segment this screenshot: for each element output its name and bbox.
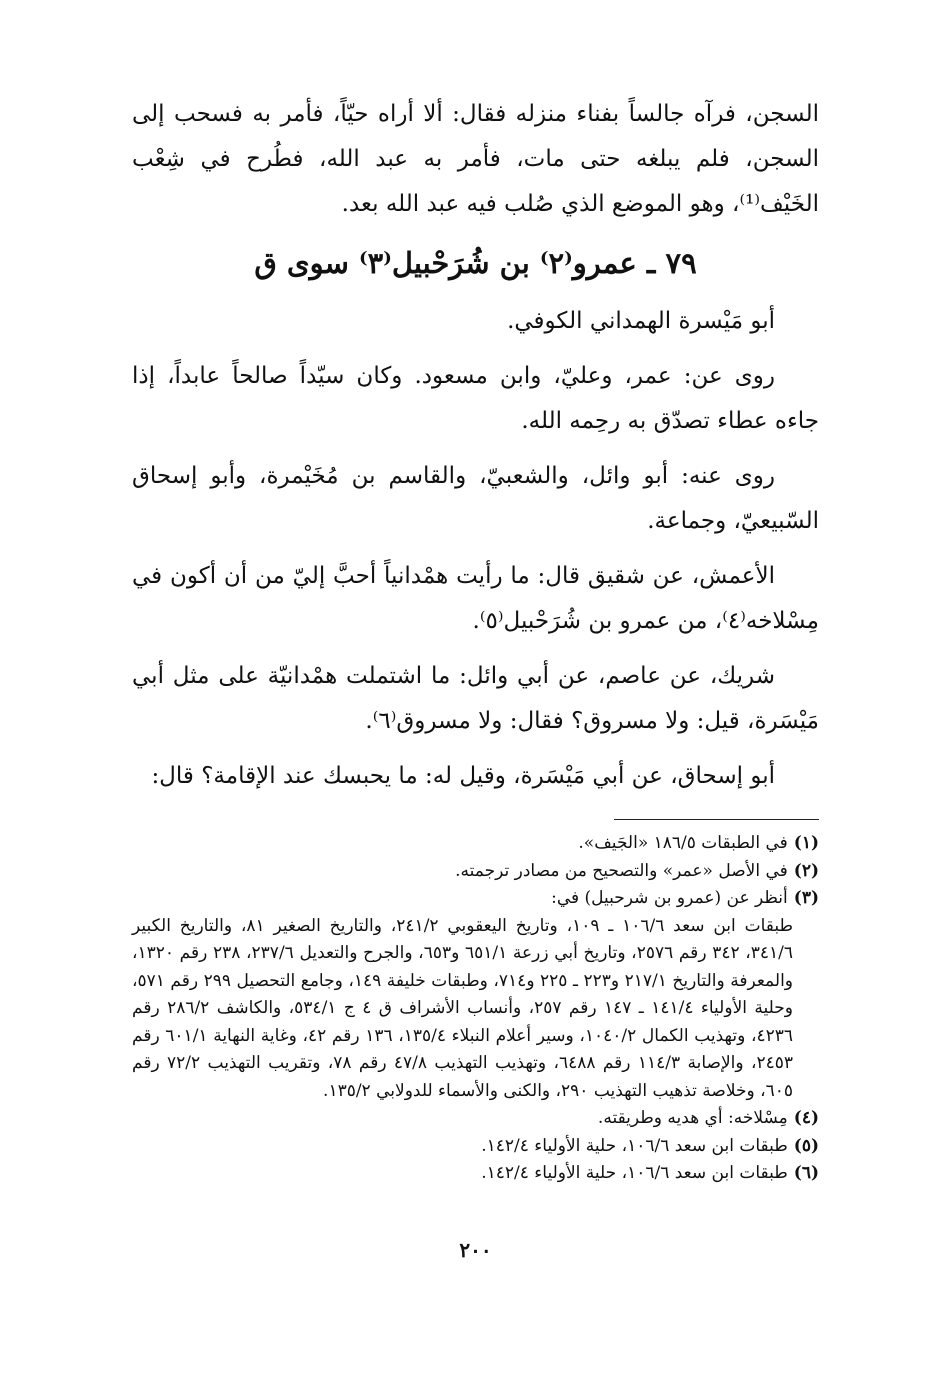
footnote	[132, 885, 819, 913]
footnote	[132, 1160, 819, 1188]
paragraph: روى عن: عمر، وعليّ، وابن مسعود. وكان سيّداً صالحاً عابداً، إذا جاءه عطاء تصدّق به رحِمه الله.	[132, 363, 819, 434]
footnote-separator-wrap	[132, 819, 819, 820]
paragraph: أبو مَيْسرة الهمداني الكوفي.	[507, 308, 775, 334]
footnote-text: في الأصل «عمر» والتصحيح من مصادر ترجمته.	[455, 860, 788, 881]
footnote-number: (١)	[793, 833, 819, 853]
footnote-text: طبقات ابن سعد ١٠٦/٦، حلية الأولياء ١٤٢/٤.	[481, 1135, 788, 1156]
footnote-number: (٢)	[793, 860, 819, 881]
footnote-sources	[132, 913, 819, 1106]
footnote-number: (٥)	[793, 1135, 819, 1156]
footnote-number: (٣)	[793, 888, 819, 908]
paragraph: شريك، عن عاصم، عن أبي وائل: ما اشتملت همْدانيّة على مثل أبي مَيْسَرة، قيل: ولا مسروق؟ فقال: ولا مسروق⁽٦⁾.	[132, 663, 819, 734]
footnote-number: (٤)	[793, 1108, 819, 1128]
entry-heading: ٧٩ ـ عمرو⁽٢⁾ بن شُرَحْبيل⁽٣⁾ سوى ق	[254, 246, 697, 280]
main-text	[132, 92, 819, 799]
footnote	[132, 1105, 819, 1133]
paragraph-continued: السجن، فرآه جالساً بفناء منزله فقال: ألا أراه حيّاً، فأمر به فسحب إلى السجن، فلم يبلغه حتى مات، فأمر به عبد الله، فطُرح في شِعْب الخَيْف⁽¹⁾، وهو الموضع الذي صُلب فيه عبد الله بعد.	[132, 101, 819, 217]
footnote	[132, 1133, 819, 1161]
footnote	[132, 830, 819, 858]
footnotes	[132, 830, 819, 1188]
paragraph: الأعمش، عن شقيق قال: ما رأيت همْدانياً أحبَّ إليّ من أن أكون في مِسْلاخه⁽٤⁾، من عمرو بن شُرَحْبيل⁽٥⁾.	[132, 563, 819, 634]
footnote	[132, 858, 819, 886]
footnote-text: مِسْلاخه: أي هديه وطريقته.	[597, 1108, 788, 1128]
paragraph: روى عنه: أبو وائل، والشعبيّ، والقاسم بن مُخَيْمرة، وأبو إسحاق السّبيعيّ، وجماعة.	[132, 463, 819, 534]
footnote-text: طبقات ابن سعد ١٠٦/٦، حلية الأولياء ١٤٢/٤.	[481, 1163, 788, 1183]
page-number: ٢٠٠	[459, 1238, 492, 1262]
footnote-text: طبقات ابن سعد ١٠٦/٦ ـ ١٠٩، وتاريخ اليعقوبي ٢٤١/٢، والتاريخ الصغير ٨١، والتاريخ الكبير ٣٤١/٦، ٣٤٢ رقم ٢٥٧٦، وتاريخ أبي زرعة ٦٥١/١ و٦٥٣، والجرح والتعديل ٢٣٧/٦، ٢٣٨ رقم ١٣٢٠، والمعرفة والتاريخ ٢١٧/١ و٢٢٣ ـ ٢٢٥ و٧١٤، وطبقات خليفة ١٤٩، وجامع التحصيل ٢٩٩ رقم ٥٧١، وحلية الأولياء ١٤١/٤ ـ ١٤٧ رقم ٢٥٧، وأنساب الأشراف ق ٤ ج ٥٣٤/١، والكاشف ٢٨٦/٢ رقم ٤٢٣٦، وتهذيب الكمال ١٠٤٠/٢، وسير أعلام النبلاء ١٣٥/٤، ١٣٦ رقم ٤٢، وغاية النهاية ٦٠١/١ رقم ٢٤٥٣، والإصابة ١١٤/٣ رقم ٦٤٨٨، وتهذيب التهذيب ٤٧/٨ رقم ٧٨، وتقريب التهذيب ٧٢/٢ رقم ٦٠٥، وخلاصة تذهيب التهذيب ٢٩٠، والكنى والأسماء للدولابي ١٣٥/٢.	[132, 915, 794, 1101]
footnote-number: (٦)	[793, 1163, 819, 1183]
footnote-text: أنظر عن (عمرو بن شرحبيل) في:	[551, 888, 788, 908]
footnote-text: في الطبقات ١٨٦/٥ «الجَيف».	[578, 833, 788, 853]
paragraph: أبو إسحاق، عن أبي مَيْسَرة، وقيل له: ما يحبسك عند الإقامة؟ قال:	[151, 763, 775, 789]
footnote-separator	[614, 819, 819, 820]
